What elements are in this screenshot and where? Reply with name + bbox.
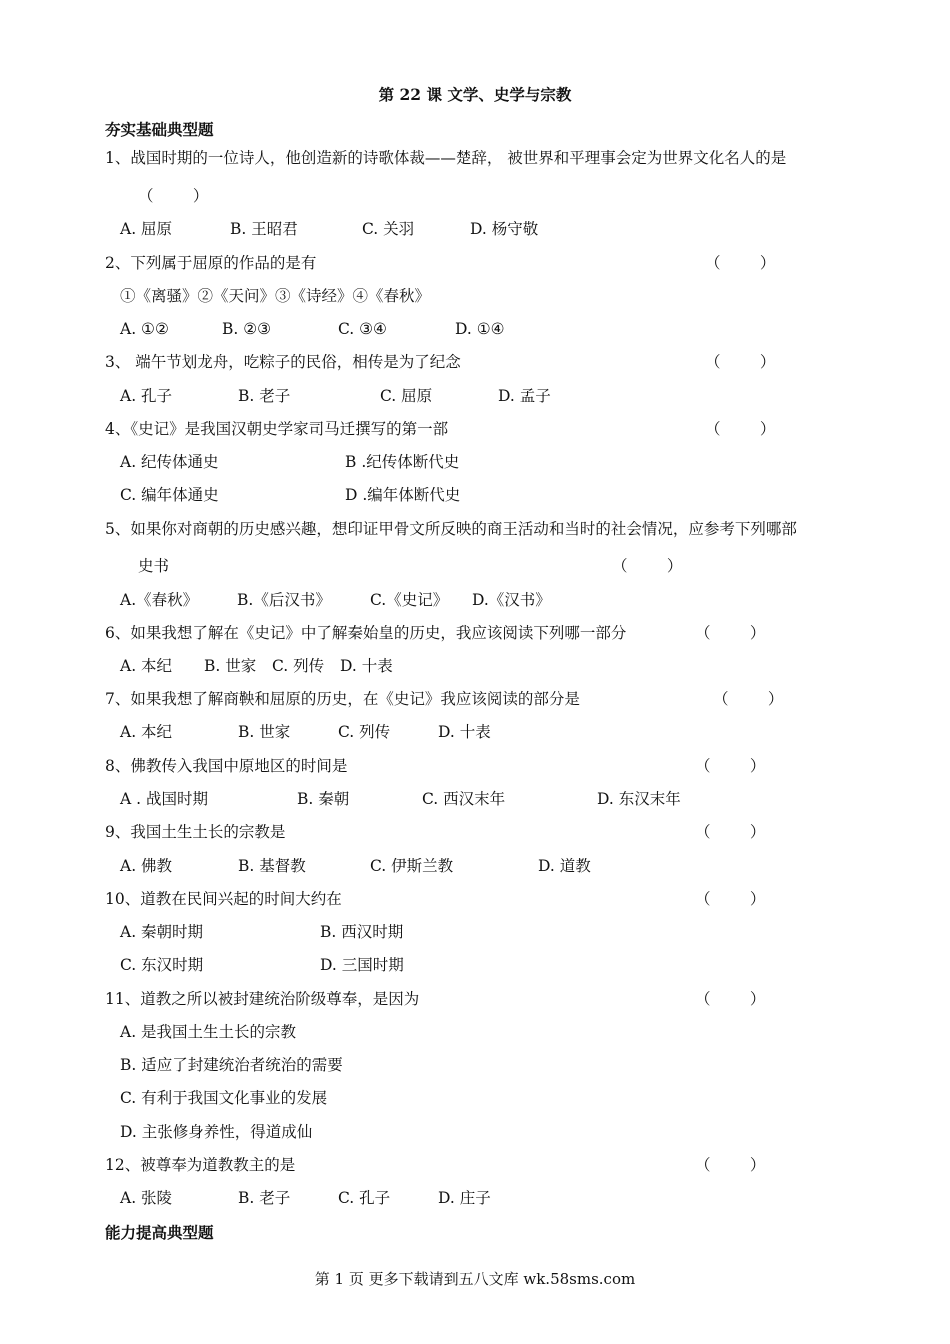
q3-option-c: C. 屈原 <box>380 387 433 405</box>
answer-blank-9: （ ） <box>695 823 766 841</box>
q6-option-b: B. 世家 <box>204 657 257 675</box>
q2-option-b: B. ②③ <box>222 320 272 338</box>
q4-option-a: A. 纪传体通史 <box>120 453 219 471</box>
q6-option-d: D. 十表 <box>340 657 393 675</box>
q9-option-b: B. 基督教 <box>238 857 306 875</box>
answer-blank-4: （ ） <box>705 420 776 438</box>
q11-option-c: C. 有利于我国文化事业的发展 <box>120 1089 328 1107</box>
question-11: 11、道教之所以被封建统治阶级尊奉，是因为 <box>105 990 420 1008</box>
question-6: 6、如果我想了解在《史记》中了解秦始皇的历史，我应该阅读下列哪一部分 <box>105 624 627 642</box>
answer-blank-2: （ ） <box>705 254 776 272</box>
q9-option-a: A. 佛教 <box>120 857 173 875</box>
q12-option-a: A. 张陵 <box>120 1189 173 1207</box>
answer-blank-11: （ ） <box>695 990 766 1008</box>
q12-option-d: D. 庄子 <box>438 1189 491 1207</box>
answer-blank-3: （ ） <box>705 353 776 371</box>
question-7: 7、如果我想了解商鞅和屈原的历史，在《史记》我应该阅读的部分是 <box>105 690 580 708</box>
q8-option-a: A . 战国时期 <box>120 790 208 808</box>
page-title: 第 22 课 文学、史学与宗教 <box>378 85 572 104</box>
q4-option-c: C. 编年体通史 <box>120 486 219 504</box>
q5-option-c: C.《史记》 <box>370 591 449 609</box>
question-10: 10、道教在民间兴起的时间大约在 <box>105 890 342 908</box>
answer-blank-10: （ ） <box>695 890 766 908</box>
q5-option-a: A.《春秋》 <box>120 591 199 609</box>
q8-option-c: C. 西汉末年 <box>422 790 506 808</box>
answer-blank-7: （ ） <box>713 690 784 708</box>
question-1: 1、战国时期的一位诗人，他创造新的诗歌体裁——楚辞， 被世界和平理事会定为世界文化名人的是 <box>105 149 787 167</box>
page-footer: 第 1 页 更多下载请到五八文库 wk.58sms.com <box>314 1270 636 1288</box>
q12-option-b: B. 老子 <box>238 1189 291 1207</box>
q10-option-c: C. 东汉时期 <box>120 956 204 974</box>
q1-option-d: D. 杨守敬 <box>470 220 539 238</box>
answer-blank-6: （ ） <box>695 624 766 642</box>
question-4: 4、《史记》是我国汉朝史学家司马迁撰写的第一部 <box>105 420 449 438</box>
answer-blank-8: （ ） <box>695 757 766 775</box>
q6-option-a: A. 本纪 <box>120 657 173 675</box>
q9-option-c: C. 伊斯兰教 <box>370 857 454 875</box>
q8-option-b: B. 秦朝 <box>297 790 350 808</box>
q1-option-b: B. 王昭君 <box>230 220 298 238</box>
q10-option-a: A. 秦朝时期 <box>120 923 204 941</box>
question-3: 3、 端午节划龙舟，吃粽子的民俗，相传是为了纪念 <box>105 353 461 371</box>
q11-option-a: A. 是我国土生土长的宗教 <box>120 1023 297 1041</box>
q4-option-b: B .纪传体断代史 <box>345 453 460 471</box>
q11-option-b: B. 适应了封建统治者统治的需要 <box>120 1056 343 1074</box>
q7-option-b: B. 世家 <box>238 723 291 741</box>
q6-option-c: C. 列传 <box>272 657 325 675</box>
q5-option-b: B.《后汉书》 <box>237 591 331 609</box>
q2-statements: ①《离骚》②《天问》③《诗经》④《春秋》 <box>120 287 431 305</box>
q2-option-a: A. ①② <box>120 320 169 338</box>
question-2: 2、下列属于屈原的作品的是有 <box>105 254 317 272</box>
q10-option-d: D. 三国时期 <box>320 956 404 974</box>
q12-option-c: C. 孔子 <box>338 1189 391 1207</box>
q4-option-d: D .编年体断代史 <box>345 486 461 504</box>
question-9: 9、我国土生土长的宗教是 <box>105 823 286 841</box>
q7-option-c: C. 列传 <box>338 723 391 741</box>
answer-blank-5: （ ） <box>612 557 683 575</box>
question-5: 5、如果你对商朝的历史感兴趣，想印证甲骨文所反映的商王活动和当时的社会情况，应参考下列哪部 <box>105 520 797 538</box>
section-heading-basic: 夯实基础典型题 <box>105 120 214 139</box>
question-5-continued: 史书 <box>138 557 170 575</box>
section-heading-advanced: 能力提高典型题 <box>105 1223 214 1242</box>
q7-option-a: A. 本纪 <box>120 723 173 741</box>
q5-option-d: D.《汉书》 <box>472 591 551 609</box>
q8-option-d: D. 东汉末年 <box>597 790 681 808</box>
answer-blank-12: （ ） <box>695 1156 766 1174</box>
q9-option-d: D. 道教 <box>538 857 591 875</box>
q3-option-a: A. 孔子 <box>120 387 173 405</box>
q2-option-d: D. ①④ <box>455 320 505 338</box>
q1-option-c: C. 关羽 <box>362 220 415 238</box>
q3-option-b: B. 老子 <box>238 387 291 405</box>
q2-option-c: C. ③④ <box>338 320 387 338</box>
q1-option-a: A. 屈原 <box>120 220 173 238</box>
answer-blank-1: （ ） <box>138 187 209 205</box>
question-8: 8、佛教传入我国中原地区的时间是 <box>105 757 348 775</box>
q10-option-b: B. 西汉时期 <box>320 923 404 941</box>
q11-option-d: D. 主张修身养性，得道成仙 <box>120 1123 313 1141</box>
q3-option-d: D. 孟子 <box>498 387 551 405</box>
question-12: 12、被尊奉为道教教主的是 <box>105 1156 296 1174</box>
q7-option-d: D. 十表 <box>438 723 491 741</box>
